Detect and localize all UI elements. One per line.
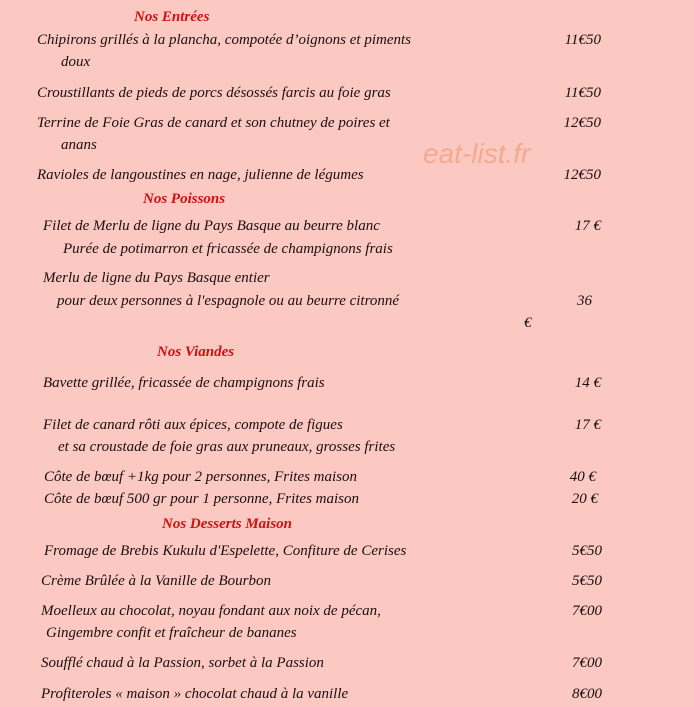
menu-item: Filet de Merlu de ligne du Pays Basque au beurre blanc <box>43 218 380 234</box>
menu-item-continuation: Gingembre confit et fraîcheur de bananes <box>46 625 297 641</box>
menu-item: Filet de canard rôti aux épices, compote de figues <box>43 417 343 433</box>
menu-item-price: 11€50 <box>564 32 601 48</box>
menu-item-price: 20 € <box>571 491 598 507</box>
menu-item-continuation: doux <box>61 54 91 70</box>
menu-item-price: 7€00 <box>572 603 602 619</box>
menu-item-price: 17 € <box>574 218 601 234</box>
menu-item-continuation: et sa croustade de foie gras aux pruneaux, grosses frites <box>58 439 396 455</box>
menu-item-price: 8€00 <box>572 686 602 702</box>
menu-item-continuation: Purée de potimarron et fricassée de champignons frais <box>63 241 393 257</box>
menu-item: Merlu de ligne du Pays Basque entier <box>43 270 270 286</box>
menu-item-price: 17 € <box>574 417 601 433</box>
menu-item-price: 11€50 <box>564 85 601 101</box>
menu-item: Terrine de Foie Gras de canard et son chutney de poires et <box>37 115 390 131</box>
menu-item: Crème Brûlée à la Vanille de Bourbon <box>41 573 271 589</box>
menu-item-price: 40 € <box>569 469 596 485</box>
menu-item: Chipirons grillés à la plancha, compotée d’oignons et piments <box>37 32 411 48</box>
section-title-entrees: Nos Entrées <box>134 9 210 25</box>
menu-item: Bavette grillée, fricassée de champignons frais <box>43 375 325 391</box>
menu-item-price: 7€00 <box>572 655 602 671</box>
menu-item: Ravioles de langoustines en nage, julienne de légumes <box>37 167 364 183</box>
menu-item: Moelleux au chocolat, noyau fondant aux noix de pécan, <box>41 603 381 619</box>
section-title-viandes: Nos Viandes <box>157 344 235 360</box>
menu-item: Côte de bœuf +1kg pour 2 personnes, Frites maison <box>44 469 358 485</box>
menu-item: Soufflé chaud à la Passion, sorbet à la Passion <box>41 655 324 671</box>
menu-item-price: 12€50 <box>563 167 601 183</box>
menu-item: Fromage de Brebis Kukulu d'Espelette, Confiture de Cerises <box>44 543 407 559</box>
menu-item-continuation: pour deux personnes à l'espagnole ou au beurre citronné <box>57 293 400 309</box>
menu-item: Côte de bœuf 500 gr pour 1 personne, Frites maison <box>44 491 359 507</box>
menu-item: Profiteroles « maison » chocolat chaud à la vanille <box>41 686 349 702</box>
menu-item: Croustillants de pieds de porcs désossés farcis au foie gras <box>37 85 391 101</box>
menu-item-continuation: anans <box>61 137 97 153</box>
menu-item-price: 12€50 <box>563 115 601 131</box>
menu-item-price: 5€50 <box>572 573 602 589</box>
menu-item-price-suffix: € <box>524 315 532 331</box>
menu-item-price: 14 € <box>574 375 601 391</box>
menu-item-price: 36 <box>577 293 592 309</box>
section-title-desserts: Nos Desserts Maison <box>162 516 293 532</box>
section-title-poissons: Nos Poissons <box>143 191 226 207</box>
menu-item-price: 5€50 <box>572 543 602 559</box>
watermark: eat-list.fr <box>423 138 531 169</box>
